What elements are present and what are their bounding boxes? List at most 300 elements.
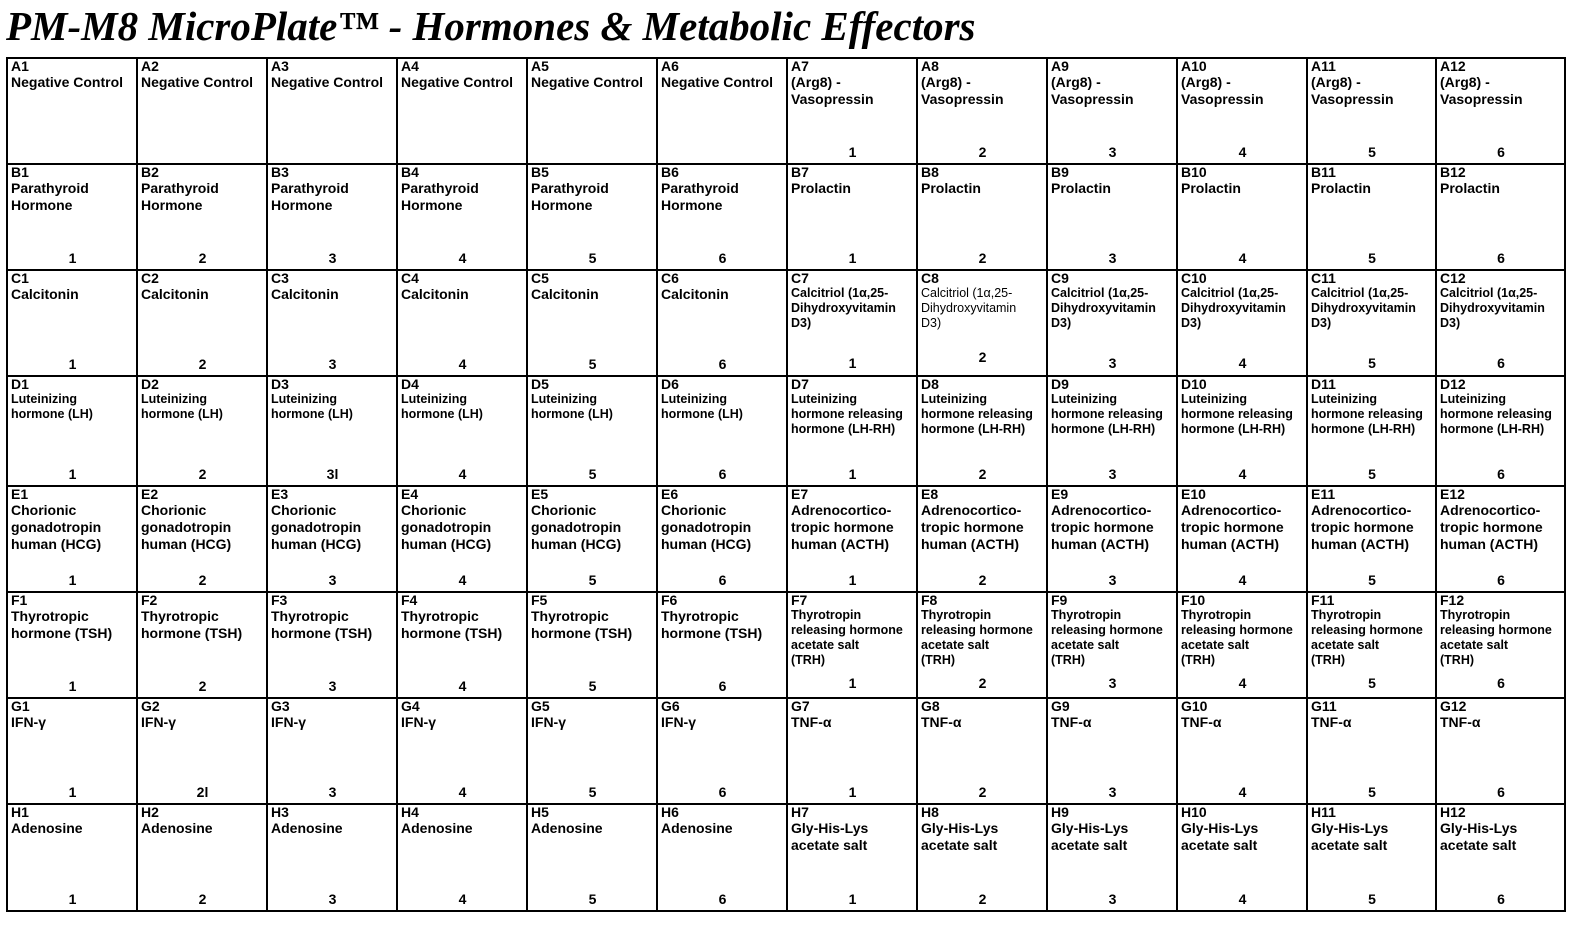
well-cell xyxy=(787,270,917,376)
well-cell xyxy=(1436,698,1565,804)
well-content xyxy=(791,805,914,910)
well-concentration: 3 xyxy=(1108,355,1117,371)
well-content xyxy=(791,377,914,485)
well-cell xyxy=(1047,804,1177,911)
well-cell xyxy=(1307,270,1436,376)
well-cell xyxy=(917,58,1047,164)
well-concentration: 4 xyxy=(458,466,467,482)
well-cell xyxy=(917,698,1047,804)
well-compound: Adrenocortico- tropic hormone human (ACTH) xyxy=(791,502,894,552)
well-id: F9 xyxy=(1051,592,1068,608)
well-id: F3 xyxy=(271,592,288,608)
well-content xyxy=(1051,377,1174,485)
well-cell xyxy=(787,376,917,486)
well-cell xyxy=(7,376,137,486)
well-content xyxy=(1311,487,1433,591)
well-content xyxy=(271,593,394,697)
well-content xyxy=(791,699,914,803)
well-content xyxy=(1051,59,1174,163)
well-cell xyxy=(1177,592,1307,698)
well-content xyxy=(1051,593,1174,697)
well-concentration: 3 xyxy=(328,250,337,266)
well-cell xyxy=(137,376,267,486)
well-cell xyxy=(267,58,397,164)
plate-row-c xyxy=(7,270,1565,376)
well-id: G4 xyxy=(401,698,420,714)
well-concentration: 1 xyxy=(848,675,857,691)
well-id: G6 xyxy=(661,698,680,714)
well-cell xyxy=(1436,164,1565,270)
well-cell xyxy=(917,164,1047,270)
well-concentration: 2 xyxy=(198,572,207,588)
well-concentration: 2 xyxy=(198,356,207,372)
well-id: E5 xyxy=(531,486,549,502)
well-id: F8 xyxy=(921,592,938,608)
well-content xyxy=(1181,59,1304,163)
well-compound: Luteinizing hormone (LH) xyxy=(661,392,743,421)
well-id: E9 xyxy=(1051,486,1069,502)
well-id: H8 xyxy=(921,804,939,820)
well-id: D4 xyxy=(401,376,419,392)
well-content xyxy=(271,165,394,269)
well-compound: Chorionic gonadotropin human (HCG) xyxy=(11,502,102,552)
well-id: A11 xyxy=(1311,58,1336,74)
well-concentration: 4 xyxy=(1238,675,1247,691)
well-compound: Luteinizing hormone releasing hormone (LH-RH) xyxy=(1181,392,1293,436)
well-concentration: 3 xyxy=(1108,466,1117,482)
well-compound: Calcitriol (1α,25- Dihydroxyvitamin D3) xyxy=(1051,286,1156,330)
well-id: H3 xyxy=(271,804,289,820)
well-cell xyxy=(1436,58,1565,164)
well-compound: (Arg8) - Vasopressin xyxy=(791,74,874,107)
well-content xyxy=(661,487,784,591)
well-cell xyxy=(267,164,397,270)
well-cell xyxy=(7,58,137,164)
well-id: B10 xyxy=(1181,164,1207,180)
well-concentration: 5 xyxy=(1368,675,1376,691)
well-content xyxy=(1311,805,1433,910)
well-cell xyxy=(1047,376,1177,486)
plate-row-b xyxy=(7,164,1565,270)
well-cell xyxy=(137,58,267,164)
well-compound: Thyrotropic hormone (TSH) xyxy=(401,608,503,641)
well-compound: Adrenocortico- tropic hormone human (ACTH) xyxy=(1311,502,1414,552)
well-cell xyxy=(917,486,1047,592)
well-cell xyxy=(657,58,787,164)
well-cell xyxy=(137,164,267,270)
well-id: G9 xyxy=(1051,698,1070,714)
well-concentration: 3l xyxy=(326,466,339,482)
well-concentration: 5 xyxy=(588,784,597,800)
well-id: A8 xyxy=(921,58,939,74)
well-content xyxy=(531,805,654,910)
well-cell xyxy=(137,592,267,698)
well-cell xyxy=(657,804,787,911)
well-content xyxy=(791,59,914,163)
well-content xyxy=(401,271,524,375)
well-content xyxy=(531,487,654,591)
well-concentration: 1 xyxy=(848,250,857,266)
well-content xyxy=(11,377,134,485)
well-id: G1 xyxy=(11,698,30,714)
well-content xyxy=(661,805,784,910)
well-cell xyxy=(7,698,137,804)
well-cell xyxy=(1307,164,1436,270)
well-id: B9 xyxy=(1051,164,1069,180)
well-compound: TNF-α xyxy=(1181,714,1222,730)
well-content xyxy=(791,487,914,591)
page-title: PM-M8 MicroPlate™ - Hormones & Metabolic Effectors xyxy=(6,3,976,49)
well-compound: Chorionic gonadotropin human (HCG) xyxy=(531,502,622,552)
well-concentration: 6 xyxy=(1497,891,1505,907)
well-id: D10 xyxy=(1181,376,1207,392)
well-cell xyxy=(1436,270,1565,376)
well-content xyxy=(141,593,264,697)
well-compound: Parathyroid Hormone xyxy=(661,180,739,213)
well-cell xyxy=(7,804,137,911)
well-concentration: 5 xyxy=(588,678,597,694)
well-id: H6 xyxy=(661,804,679,820)
well-concentration: 2 xyxy=(198,891,207,907)
well-concentration: 2 xyxy=(978,466,987,482)
well-id: C2 xyxy=(141,270,159,286)
well-compound: Calcitriol (1α,25- Dihydroxyvitamin D3) xyxy=(1440,286,1545,330)
well-cell xyxy=(397,592,527,698)
well-id: G12 xyxy=(1440,698,1467,714)
well-compound: Adenosine xyxy=(401,820,473,836)
well-compound: Luteinizing hormone (LH) xyxy=(531,392,613,421)
well-compound: Chorionic gonadotropin human (HCG) xyxy=(661,502,752,552)
well-content xyxy=(1181,165,1304,269)
well-id: A2 xyxy=(141,58,159,74)
well-cell xyxy=(397,270,527,376)
well-concentration: 2 xyxy=(978,891,987,907)
well-id: A3 xyxy=(271,58,289,74)
well-id: G11 xyxy=(1311,698,1337,714)
well-content xyxy=(661,165,784,269)
well-compound: Thyrotropic hormone (TSH) xyxy=(531,608,633,641)
well-concentration: 3 xyxy=(328,784,337,800)
well-concentration: 4 xyxy=(1238,250,1247,266)
well-cell xyxy=(7,270,137,376)
well-concentration: 3 xyxy=(1108,250,1117,266)
well-id: D9 xyxy=(1051,376,1069,392)
well-concentration: 6 xyxy=(718,356,727,372)
well-compound: Gly-His-Lys acetate salt xyxy=(921,820,999,853)
well-content xyxy=(1181,699,1304,803)
well-concentration: 5 xyxy=(1368,891,1376,907)
well-cell xyxy=(657,376,787,486)
well-content xyxy=(271,699,394,803)
well-cell xyxy=(527,376,657,486)
well-cell xyxy=(1177,486,1307,592)
well-content xyxy=(1311,165,1433,269)
well-compound: Parathyroid Hormone xyxy=(531,180,609,213)
well-content xyxy=(11,699,134,803)
well-compound: (Arg8) - Vasopressin xyxy=(1440,74,1523,107)
well-id: E7 xyxy=(791,486,809,502)
well-id: E4 xyxy=(401,486,419,502)
well-compound: Calcitriol (1α,25- Dihydroxyvitamin D3) xyxy=(1181,286,1286,330)
well-id: F12 xyxy=(1440,592,1465,608)
well-content xyxy=(661,593,784,697)
well-content xyxy=(11,487,134,591)
well-content xyxy=(1311,271,1433,375)
well-content xyxy=(271,271,394,375)
well-compound: (Arg8) - Vasopressin xyxy=(921,74,1004,107)
well-id: E3 xyxy=(271,486,289,502)
well-cell xyxy=(267,698,397,804)
well-compound: Luteinizing hormone releasing hormone (LH-RH) xyxy=(791,392,903,436)
well-compound: IFN-γ xyxy=(661,714,696,730)
well-concentration: 1 xyxy=(848,891,857,907)
well-cell xyxy=(1307,592,1436,698)
well-concentration: 1 xyxy=(68,784,77,800)
well-id: B4 xyxy=(401,164,419,180)
well-cell xyxy=(657,698,787,804)
well-compound: Adenosine xyxy=(11,820,83,836)
well-content xyxy=(1440,59,1562,163)
well-id: C12 xyxy=(1440,270,1466,286)
well-concentration: 5 xyxy=(1368,784,1376,800)
well-concentration: 4 xyxy=(458,891,467,907)
well-content xyxy=(141,377,264,485)
well-compound: IFN-γ xyxy=(531,714,566,730)
well-cell xyxy=(527,486,657,592)
well-cell xyxy=(267,486,397,592)
well-cell xyxy=(917,270,1047,376)
well-id: A12 xyxy=(1440,58,1466,74)
well-compound: Negative Control xyxy=(271,74,384,90)
well-id: E12 xyxy=(1440,486,1465,502)
well-content xyxy=(401,165,524,269)
well-cell xyxy=(137,804,267,911)
well-id: G7 xyxy=(791,698,810,714)
well-id: A7 xyxy=(791,58,809,74)
well-content xyxy=(401,699,524,803)
well-id: C5 xyxy=(531,270,549,286)
well-cell xyxy=(917,804,1047,911)
well-cell xyxy=(527,592,657,698)
well-concentration: 3 xyxy=(328,678,337,694)
well-compound: Negative Control xyxy=(141,74,254,90)
well-cell xyxy=(397,698,527,804)
well-concentration: 6 xyxy=(718,784,727,800)
well-id: E11 xyxy=(1311,486,1336,502)
well-concentration: 4 xyxy=(1238,784,1247,800)
well-cell xyxy=(527,164,657,270)
well-concentration: 4 xyxy=(458,250,467,266)
well-content xyxy=(1440,699,1562,803)
well-content xyxy=(661,59,784,163)
well-cell xyxy=(657,164,787,270)
well-cell xyxy=(7,486,137,592)
well-id: F4 xyxy=(401,592,418,608)
well-concentration: 4 xyxy=(458,356,467,372)
well-concentration: 1 xyxy=(68,466,77,482)
well-content xyxy=(271,805,394,910)
well-content xyxy=(1051,699,1174,803)
plate-row-g xyxy=(7,698,1565,804)
well-cell xyxy=(1436,804,1565,911)
well-concentration: 4 xyxy=(1238,572,1247,588)
well-compound: Luteinizing hormone releasing hormone (LH-RH) xyxy=(1440,392,1552,436)
well-compound: Luteinizing hormone (LH) xyxy=(401,392,483,421)
well-id: D1 xyxy=(11,376,29,392)
well-compound: Calcitriol (1α,25- Dihydroxyvitamin D3) xyxy=(921,286,1017,330)
well-id: C4 xyxy=(401,270,419,286)
well-cell xyxy=(267,376,397,486)
well-cell xyxy=(527,270,657,376)
well-compound: Adenosine xyxy=(271,820,343,836)
well-cell xyxy=(1436,376,1565,486)
well-compound: Adrenocortico- tropic hormone human (ACTH) xyxy=(921,502,1024,552)
well-compound: Chorionic gonadotropin human (HCG) xyxy=(271,502,362,552)
well-id: H4 xyxy=(401,804,419,820)
well-concentration: 1 xyxy=(68,572,77,588)
well-compound: Chorionic gonadotropin human (HCG) xyxy=(401,502,492,552)
well-compound: Gly-His-Lys acetate salt xyxy=(1311,820,1389,853)
well-compound: Parathyroid Hormone xyxy=(141,180,219,213)
well-concentration: 2 xyxy=(978,572,987,588)
well-concentration: 6 xyxy=(1497,250,1505,266)
well-compound: TNF-α xyxy=(791,714,832,730)
well-id: A6 xyxy=(661,58,679,74)
well-content xyxy=(1051,805,1174,910)
well-compound: (Arg8) - Vasopressin xyxy=(1181,74,1264,107)
well-compound: Calcitriol (1α,25- Dihydroxyvitamin D3) xyxy=(791,286,896,330)
well-compound: Adenosine xyxy=(661,820,733,836)
well-concentration: 5 xyxy=(588,466,597,482)
well-concentration: 1 xyxy=(848,466,857,482)
well-concentration: 3 xyxy=(328,572,337,588)
well-cell xyxy=(657,486,787,592)
well-id: C1 xyxy=(11,270,29,286)
well-content xyxy=(791,593,914,697)
well-id: C6 xyxy=(661,270,679,286)
well-cell xyxy=(267,804,397,911)
well-content xyxy=(661,377,784,485)
well-content xyxy=(1440,487,1562,591)
well-compound: Calcitonin xyxy=(141,286,209,302)
well-content xyxy=(11,59,134,163)
well-compound: (Arg8) - Vasopressin xyxy=(1311,74,1394,107)
well-concentration: 6 xyxy=(1497,675,1505,691)
well-compound: Parathyroid Hormone xyxy=(271,180,349,213)
well-concentration: 4 xyxy=(458,784,467,800)
well-cell xyxy=(1307,486,1436,592)
well-concentration: 2 xyxy=(978,250,987,266)
well-content xyxy=(11,271,134,375)
well-id: C10 xyxy=(1181,270,1207,286)
well-id: H10 xyxy=(1181,804,1207,820)
well-content xyxy=(1311,593,1433,697)
well-id: A10 xyxy=(1181,58,1207,74)
well-id: E10 xyxy=(1181,486,1206,502)
well-content xyxy=(531,59,654,163)
well-compound: Gly-His-Lys acetate salt xyxy=(1051,820,1129,853)
well-concentration: 6 xyxy=(1497,784,1505,800)
well-concentration: 6 xyxy=(718,466,727,482)
well-content xyxy=(1440,165,1562,269)
plate-rows xyxy=(7,58,1565,911)
well-id: C11 xyxy=(1311,270,1336,286)
well-cell xyxy=(1177,58,1307,164)
well-compound: Prolactin xyxy=(1181,180,1241,196)
well-content xyxy=(1181,271,1304,375)
well-concentration: 6 xyxy=(718,678,727,694)
well-id: A1 xyxy=(11,58,29,74)
well-id: B8 xyxy=(921,164,939,180)
well-concentration: 2 xyxy=(978,675,987,691)
well-concentration: 1 xyxy=(848,784,857,800)
well-compound: Gly-His-Lys acetate salt xyxy=(791,820,869,853)
well-cell xyxy=(1177,376,1307,486)
well-cell xyxy=(787,164,917,270)
well-concentration: 2 xyxy=(198,250,207,266)
well-compound: Prolactin xyxy=(921,180,981,196)
plate-row-f xyxy=(7,592,1565,698)
well-content xyxy=(921,593,1044,697)
well-concentration: 2 xyxy=(198,678,207,694)
well-content xyxy=(141,805,264,910)
well-id: B12 xyxy=(1440,164,1466,180)
well-cell xyxy=(397,804,527,911)
well-content xyxy=(1181,487,1304,591)
well-content xyxy=(1440,271,1562,375)
well-compound: Negative Control xyxy=(661,74,774,90)
well-compound: Thyrotropin releasing hormone acetate salt (TRH) xyxy=(921,608,1033,667)
well-content xyxy=(1051,165,1174,269)
well-content xyxy=(401,593,524,697)
well-content xyxy=(401,487,524,591)
well-concentration: 5 xyxy=(1368,250,1376,266)
well-concentration: 3 xyxy=(1108,572,1117,588)
well-id: D5 xyxy=(531,376,549,392)
well-id: H5 xyxy=(531,804,549,820)
well-cell xyxy=(787,58,917,164)
well-content xyxy=(1440,377,1562,485)
well-id: B5 xyxy=(531,164,549,180)
well-compound: IFN-γ xyxy=(141,714,176,730)
well-concentration: 4 xyxy=(458,572,467,588)
well-content xyxy=(531,593,654,697)
well-concentration: 2 xyxy=(198,466,207,482)
well-content xyxy=(1181,805,1304,910)
well-content xyxy=(401,59,524,163)
well-concentration: 5 xyxy=(1368,466,1376,482)
well-concentration: 2 xyxy=(978,349,987,365)
well-cell xyxy=(1177,698,1307,804)
well-compound: Calcitonin xyxy=(661,286,729,302)
well-compound: Chorionic gonadotropin human (HCG) xyxy=(141,502,232,552)
well-content xyxy=(921,377,1044,485)
well-id: H12 xyxy=(1440,804,1466,820)
well-content xyxy=(661,699,784,803)
well-compound: Parathyroid Hormone xyxy=(401,180,479,213)
well-content xyxy=(921,59,1044,163)
well-concentration: 4 xyxy=(1238,466,1247,482)
well-cell xyxy=(137,698,267,804)
well-id: F5 xyxy=(531,592,548,608)
well-id: H9 xyxy=(1051,804,1069,820)
well-concentration: 1 xyxy=(68,250,77,266)
well-compound: (Arg8) - Vasopressin xyxy=(1051,74,1134,107)
well-compound: Calcitonin xyxy=(531,286,599,302)
well-id: D2 xyxy=(141,376,159,392)
well-compound: Thyrotropic hormone (TSH) xyxy=(661,608,763,641)
well-id: D3 xyxy=(271,376,289,392)
